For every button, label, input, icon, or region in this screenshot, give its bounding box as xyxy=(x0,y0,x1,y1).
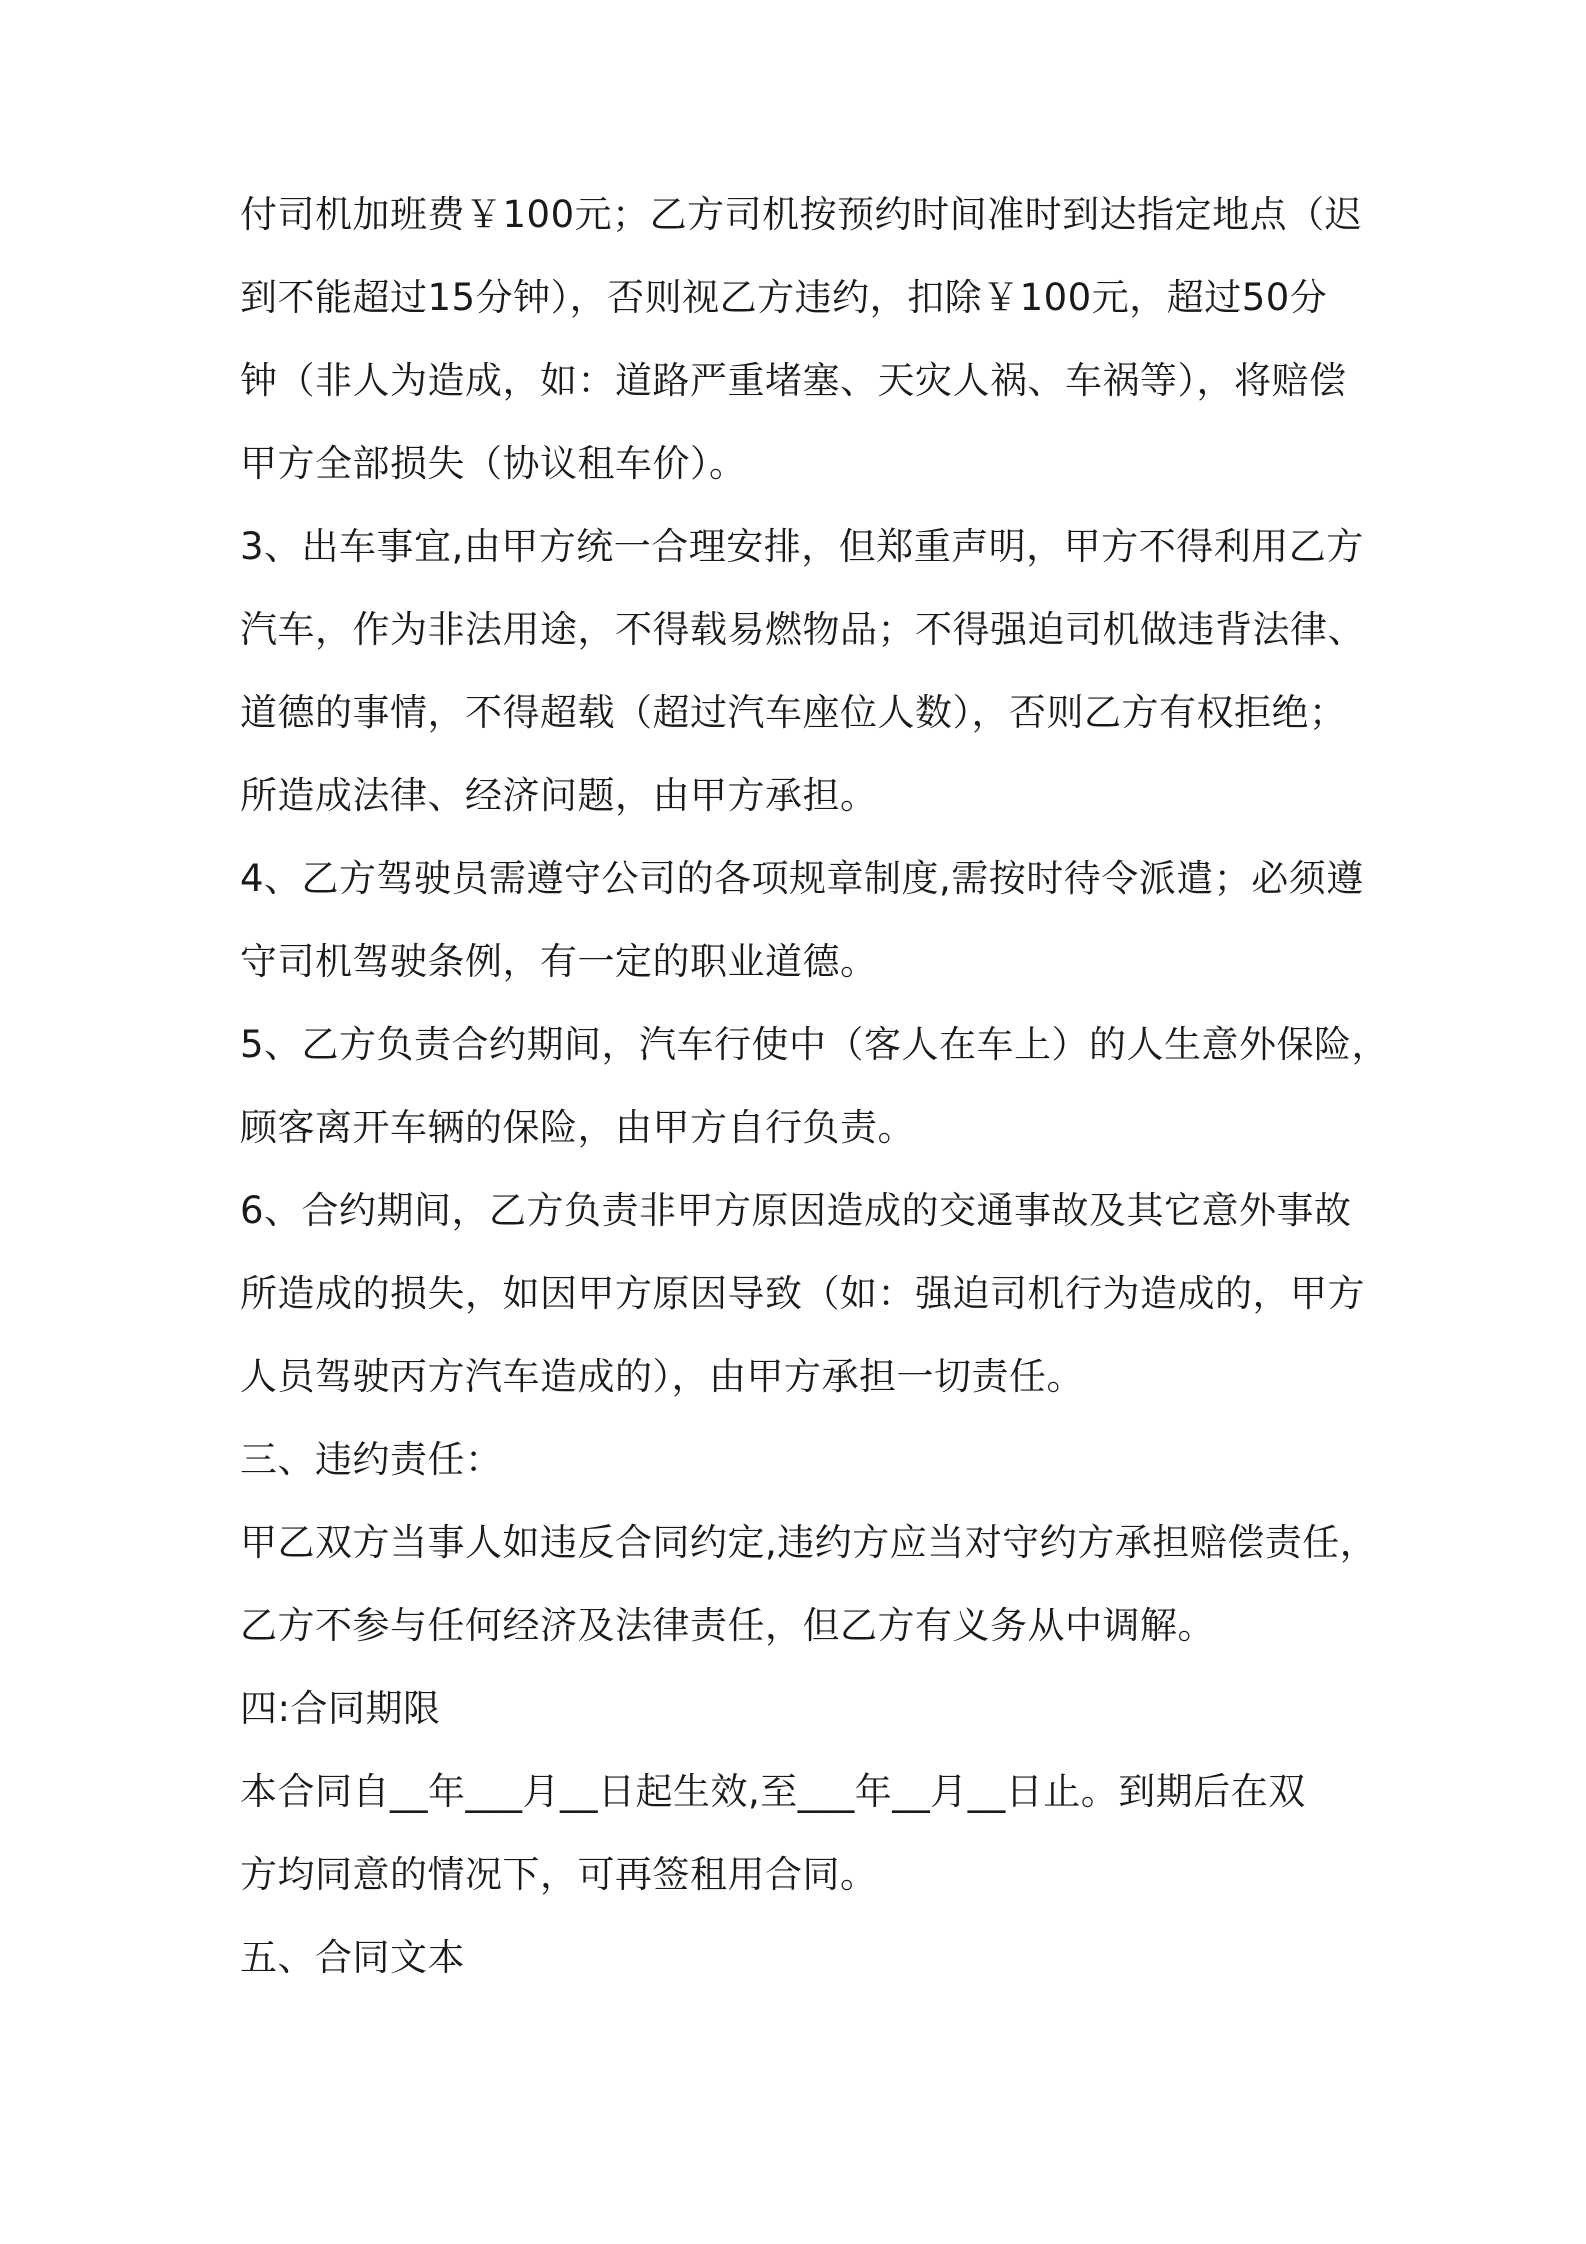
clause-4-line-2: 守司机驾驶条例，有一定的职业道德。 xyxy=(240,940,878,983)
clause-6-line-3: 人员驾驶丙方汽车造成的），由甲方承担一切责任。 xyxy=(240,1355,1084,1398)
clause-3-line-3: 道德的事情，不得超载（超过汽车座位人数），否则乙方有权拒绝； xyxy=(240,691,1347,734)
clause-6-line-1: 6、合约期间，乙方负责非甲方原因造成的交通事故及其它意外事故 xyxy=(240,1189,1352,1232)
section-3-heading: 三、违约责任： xyxy=(240,1438,503,1481)
section-4-heading: 四:合同期限 xyxy=(240,1687,441,1730)
text-line-2: 到不能超过15分钟），否则视乙方违约，扣除￥100元，超过50分 xyxy=(240,276,1328,319)
section-3-line-2: 乙方不参与任何经济及法律责任，但乙方有义务从中调解。 xyxy=(240,1604,1215,1647)
clause-5-line-2: 顾客离开车辆的保险，由甲方自行负责。 xyxy=(240,1106,915,1149)
clause-3-line-4: 所造成法律、经济问题，由甲方承担。 xyxy=(240,774,878,817)
section-4-line-1: 本合同自__年___月__日起生效,至___年__月__日止。到期后在双 xyxy=(240,1770,1306,1813)
clause-3-line-2: 汽车，作为非法用途，不得载易燃物品；不得强迫司机做违背法律、 xyxy=(240,608,1365,651)
text-line-4: 甲方全部损失（协议租车价）。 xyxy=(240,442,747,485)
section-5-heading: 五、合同文本 xyxy=(240,1936,465,1979)
clause-5-line-1: 5、乙方负责合约期间，汽车行使中（客人在车上）的人生意外保险， xyxy=(240,1023,1390,1066)
section-3-line-1: 甲乙双方当事人如违反合同约定,违约方应当对守约方承担赔偿责任， xyxy=(240,1521,1378,1564)
contract-text xyxy=(240,193,1390,1979)
text-line-3: 钟（非人为造成，如：道路严重堵塞、天灾人祸、车祸等），将赔偿 xyxy=(240,359,1347,402)
clause-3-line-1: 3、出车事宜,由甲方统一合理安排，但郑重声明，甲方不得利用乙方 xyxy=(240,525,1364,568)
clause-6-line-2: 所造成的损失，如因甲方原因导致（如：强迫司机行为造成的，甲方 xyxy=(240,1272,1365,1315)
section-4-line-2: 方均同意的情况下，可再签租用合同。 xyxy=(240,1853,878,1896)
clause-4-line-1: 4、乙方驾驶员需遵守公司的各项规章制度,需按时待令派遣；必须遵 xyxy=(240,857,1364,900)
text-line-1: 付司机加班费￥100元；乙方司机按预约时间准时到达指定地点（迟 xyxy=(240,193,1363,236)
